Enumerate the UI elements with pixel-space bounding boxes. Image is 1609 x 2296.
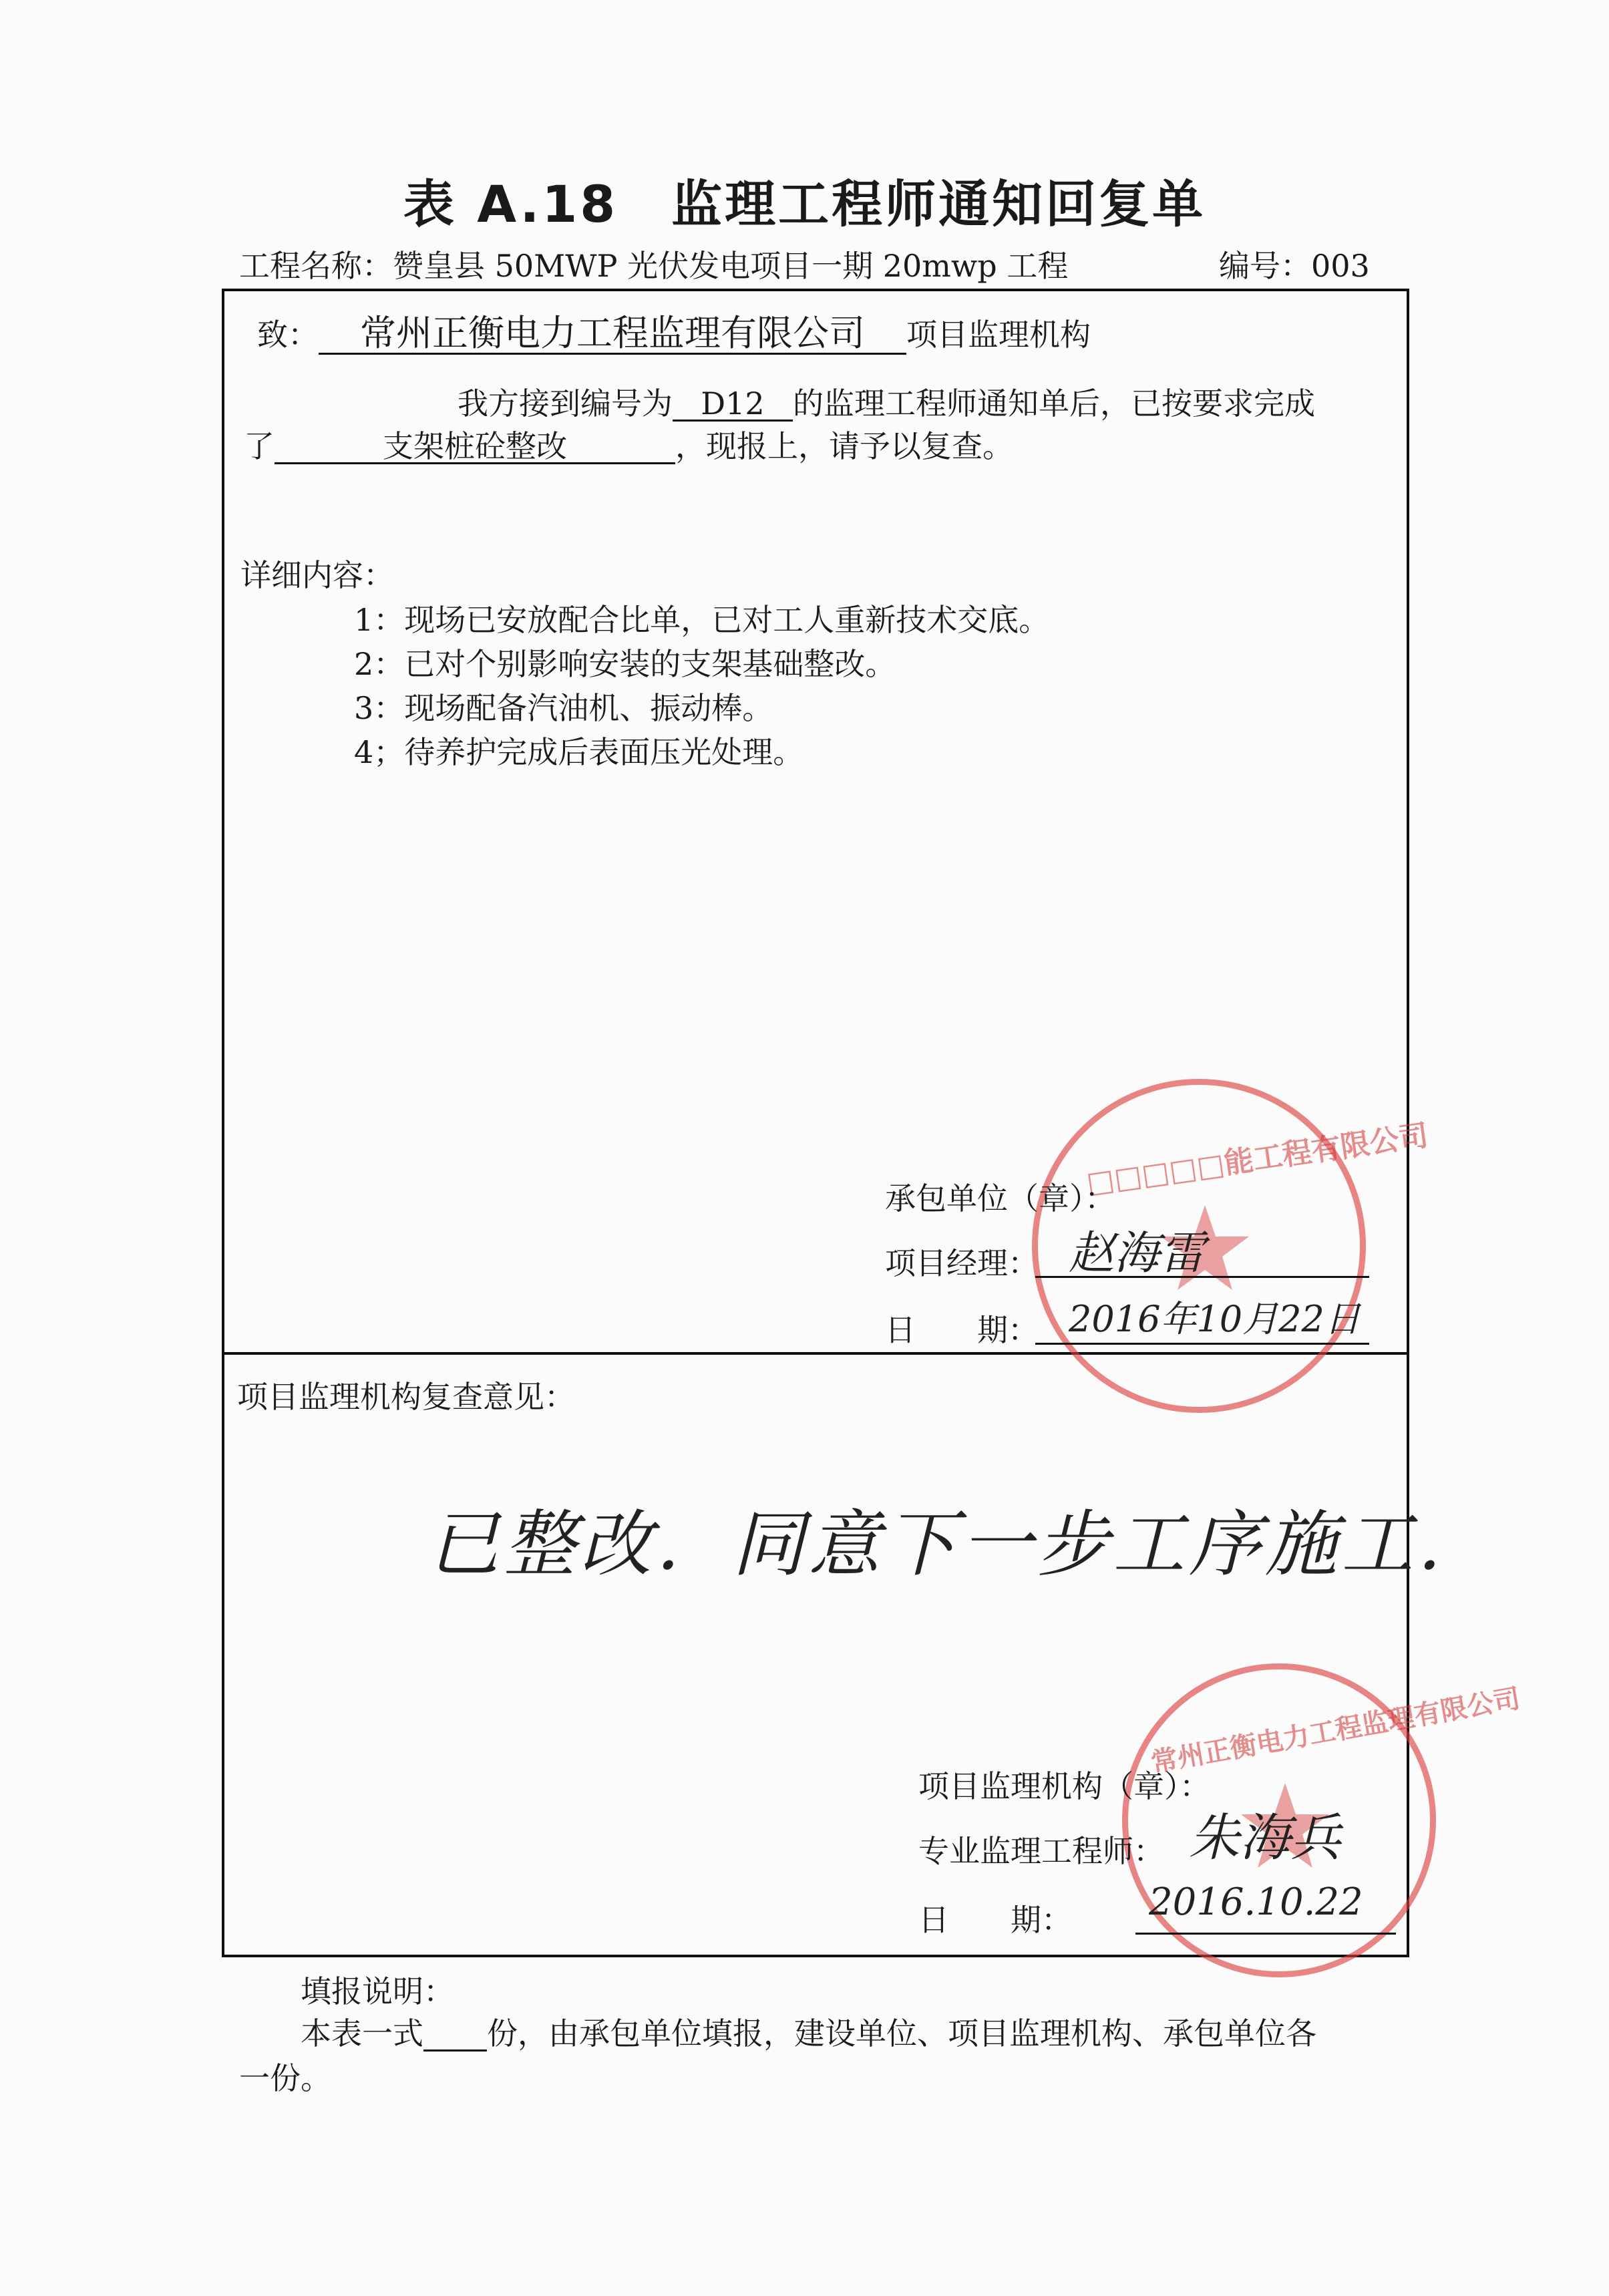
- engineer-label: 专业监理工程师：: [918, 1833, 1164, 1869]
- statement-suffix: 的监理工程师通知单后，已按要求完成: [793, 385, 1315, 422]
- detail-item-3: 3：现场配备汽油机、振动棒。: [354, 690, 773, 726]
- statement-line2-suffix: ，现报上，请予以复查。: [675, 428, 1013, 464]
- statement-line-1: [458, 379, 1315, 424]
- detail-item-1: 1：现场已安放配合比单，已对工人重新技术交底。: [354, 602, 1050, 638]
- statement-line-2: [244, 422, 1013, 466]
- detail-item-4: 4；待养护完成后表面压光处理。: [354, 734, 804, 770]
- footnote-line-1: [301, 2009, 1316, 2054]
- details-heading: 详细内容：: [240, 557, 394, 593]
- project-name: 赞皇县 50MWP 光伏发电项目一期 20mwp 工程: [393, 248, 1069, 284]
- document-number-row: [1219, 242, 1370, 286]
- completed-item: 支架桩砼整改: [275, 430, 675, 464]
- footnote-heading: 填报说明：: [301, 1973, 454, 2009]
- number-label: 编号：: [1219, 248, 1311, 284]
- form-code: 表 A.18: [403, 174, 618, 234]
- copies-blank: [423, 2017, 487, 2052]
- contractor-seal-text: □□□□□能工程有限公司: [1084, 1118, 1431, 1200]
- number-value: 003: [1311, 248, 1370, 284]
- review-heading: 项目监理机构复查意见：: [237, 1379, 575, 1415]
- project-label: 工程名称：: [239, 248, 393, 284]
- review-date: 2016.10.22: [1149, 1880, 1363, 1924]
- supervisor-seal-text: 常州正衡电力工程监理有限公司: [1148, 1683, 1523, 1779]
- footnote-prefix: 本表一式: [301, 2015, 423, 2052]
- review-date-label: 日 期：: [918, 1902, 1072, 1938]
- to-label: 致：: [257, 317, 319, 353]
- detail-item-2: 2：已对个别影响安装的支架基础整改。: [354, 646, 896, 682]
- recipient-row: [257, 311, 1091, 355]
- contractor-date-line: [1035, 1343, 1369, 1345]
- form-title-text: 监理工程师通知回复单: [671, 174, 1206, 234]
- footnote-suffix: 份，由承包单位填报，建设单位、项目监理机构、承包单位各: [487, 2015, 1316, 2052]
- contractor-date-label: 日 期：: [885, 1312, 1039, 1348]
- recipient-company: 常州正衡电力工程监理有限公司: [319, 315, 906, 355]
- contractor-unit-label: 承包单位（章）：: [885, 1180, 1115, 1216]
- statement-prefix: 我方接到编号为: [458, 385, 673, 422]
- project-manager-label: 项目经理：: [885, 1245, 1039, 1281]
- project-name-row: [239, 242, 1068, 286]
- recipient-org-suffix: 项目监理机构: [906, 317, 1091, 353]
- review-date-line: [1135, 1933, 1396, 1935]
- statement-line2-prefix: 了: [244, 428, 275, 464]
- supervisor-org-label: 项目监理机构（章）：: [918, 1768, 1210, 1804]
- review-opinion: 已整改．同意下一步工序施工．: [427, 1503, 1494, 1587]
- manager-signature: 赵海雷: [1069, 1227, 1206, 1280]
- contractor-date: 2016年10月22日: [1069, 1298, 1361, 1340]
- footnote-line-2: 一份。: [239, 2060, 331, 2096]
- notice-number: D12: [673, 387, 793, 422]
- form-title: [0, 164, 1609, 236]
- engineer-signature: 朱海兵: [1189, 1808, 1341, 1867]
